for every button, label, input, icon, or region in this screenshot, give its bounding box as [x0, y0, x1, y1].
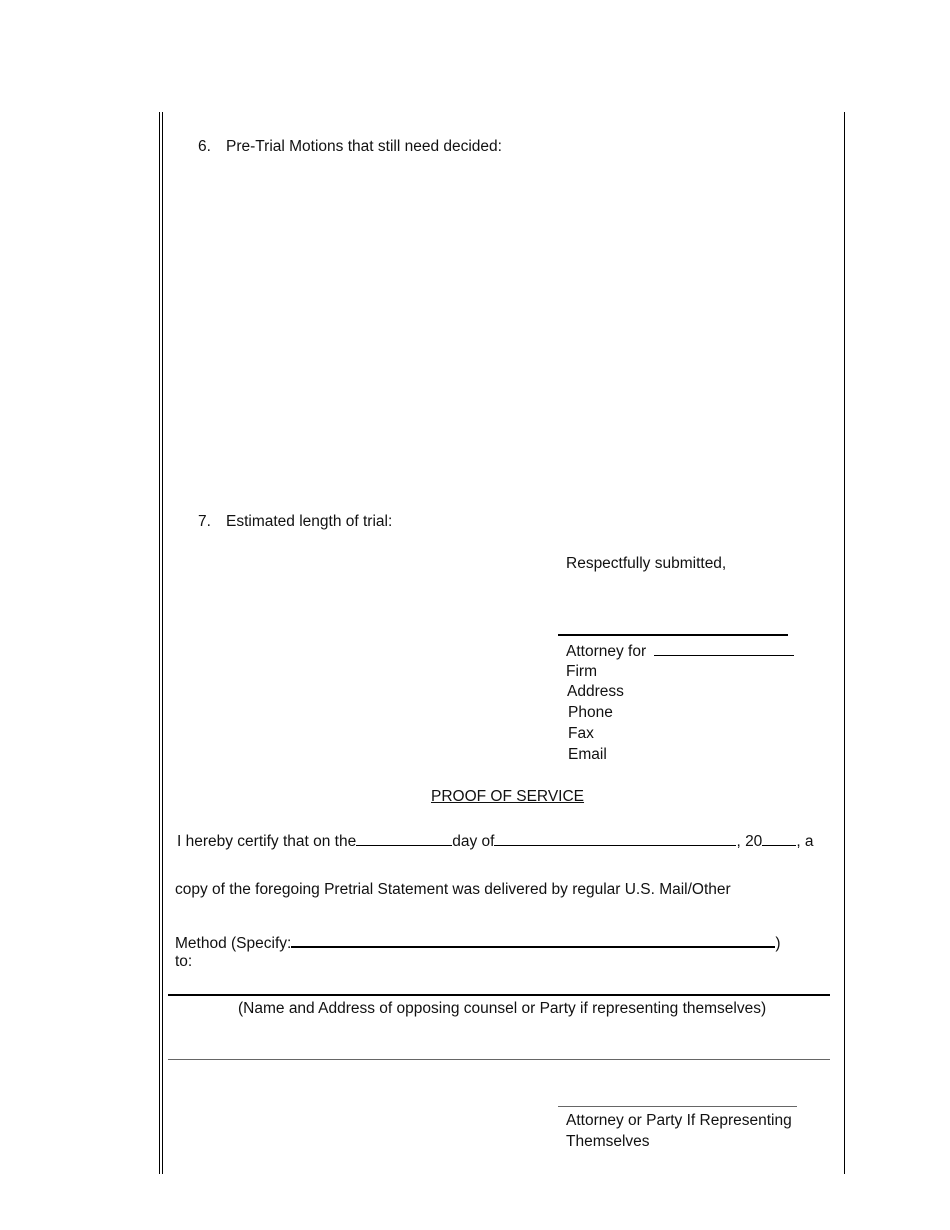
day-blank[interactable] [356, 831, 452, 846]
item-6-number: 6. [198, 138, 211, 155]
method-line [175, 932, 780, 953]
certify-line [177, 831, 814, 851]
certify-text-1: I hereby certify that on the [177, 833, 357, 850]
address-label: Address [567, 683, 624, 700]
closing-text: Respectfully submitted, [566, 555, 727, 572]
left-margin-rule-inner [162, 112, 163, 1174]
address-line[interactable] [168, 1059, 830, 1060]
left-margin-rule-outer [159, 112, 160, 1174]
certify-text-2: day of [452, 833, 495, 850]
month-blank[interactable] [494, 831, 736, 846]
method-blank[interactable] [291, 932, 775, 948]
item-6-text: Pre-Trial Motions that still need decided: [226, 138, 502, 155]
method-label: Method (Specify: [175, 935, 292, 952]
proof-of-service-heading: PROOF OF SERVICE [431, 788, 585, 805]
certify-text-4: , a [796, 833, 814, 850]
fax-label: Fax [568, 725, 594, 742]
final-signature-label-2: Themselves [566, 1133, 650, 1150]
item-7-text: Estimated length of trial: [226, 513, 393, 530]
attorney-for-label: Attorney for [566, 643, 647, 660]
certify-text-3: , 20 [736, 833, 763, 850]
final-signature-line[interactable] [558, 1106, 797, 1107]
recipient-line[interactable] [168, 994, 830, 996]
attorney-for-blank[interactable] [654, 641, 794, 656]
final-signature-label-1: Attorney or Party If Representing [566, 1112, 792, 1129]
to-label: to: [175, 953, 193, 970]
attorney-for-row [566, 641, 794, 661]
recipient-caption: (Name and Address of opposing counsel or Party if representing themselves) [238, 1000, 767, 1017]
delivery-statement: copy of the foregoing Pretrial Statement was delivered by regular U.S. Mail/Other [175, 881, 731, 898]
method-close: ) [775, 935, 781, 952]
signature-line [558, 634, 788, 636]
item-6 [198, 138, 502, 156]
phone-label: Phone [568, 704, 613, 721]
year-blank[interactable] [762, 831, 796, 846]
right-margin-rule [844, 112, 845, 1174]
item-7-number: 7. [198, 513, 211, 530]
email-label: Email [568, 746, 607, 763]
firm-label: Firm [566, 663, 597, 680]
item-7 [198, 513, 393, 531]
